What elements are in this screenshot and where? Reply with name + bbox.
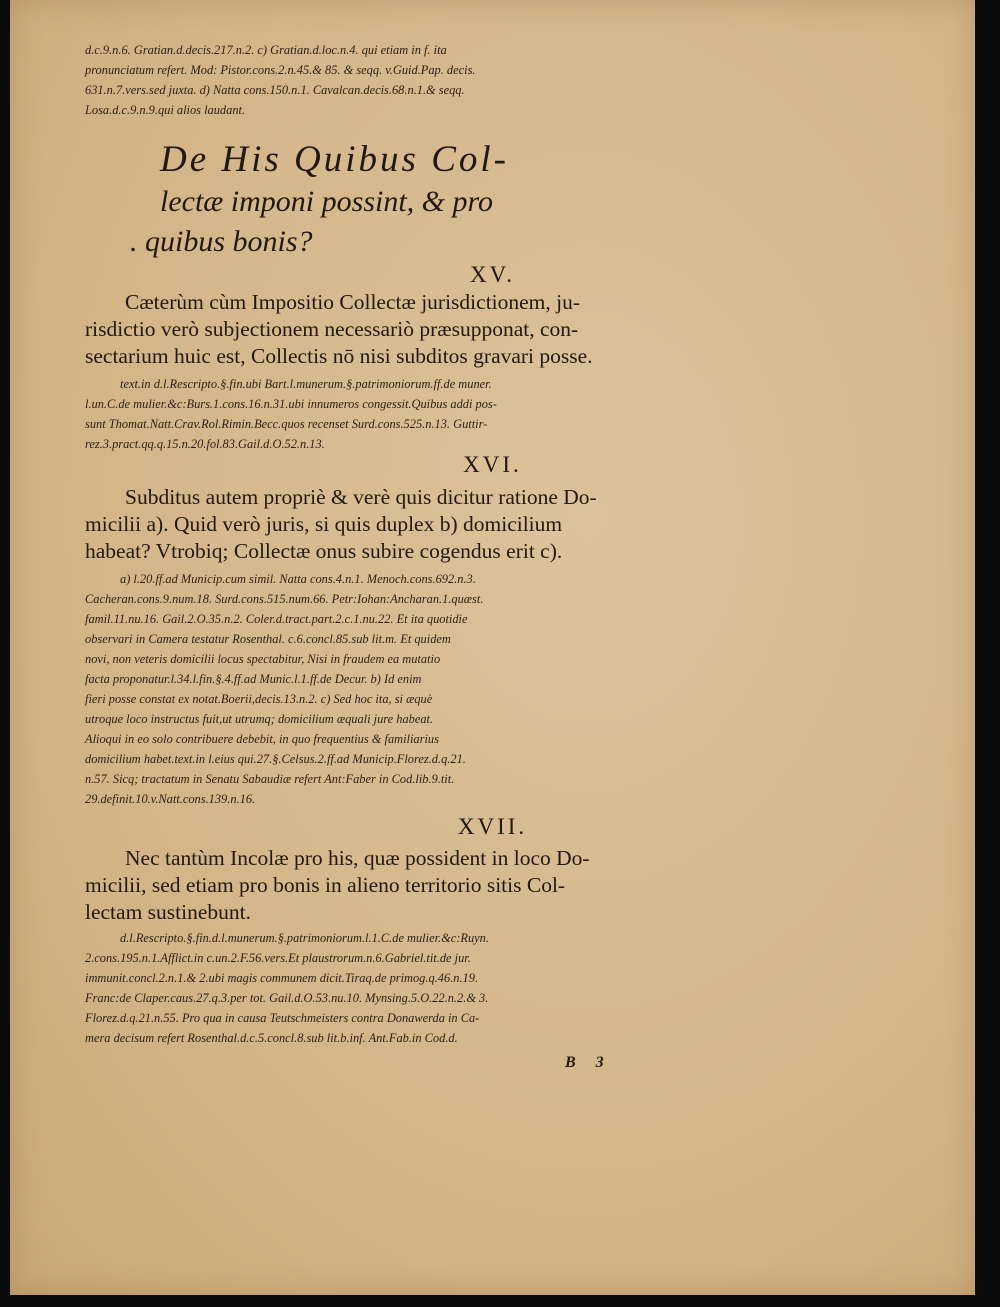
body-line: risdictio verò subjectionem necessariò præsupponat, con- [85,317,579,341]
body-line: lectam sustinebunt. [85,900,251,924]
note-line: mera decisum refert Rosenthal.d.c.5.concl.8.sub lit.b.inf. Ant.Fab.in Cod.d. [85,1031,458,1045]
top-note-line: Losa.d.c.9.n.9.qui alios laudant. [85,103,246,117]
section-notes [85,569,760,809]
note-line: Franc:de Claper.caus.27.q.3.per tot. Gail.d.O.53.nu.10. Mynsing.5.O.22.n.2.& 3. [85,991,489,1005]
signature-mark: B 3 [565,1054,612,1071]
body-line: habeat? Vtrobiq; Collectæ onus subire cogendus erit c). [85,539,563,563]
section-body [85,484,765,565]
note-line: novi, non veteris domicilii locus spectabitur, Nisi in fraudem ea mutatio [85,652,441,666]
body-line: Nec tantùm Incolæ pro his, quæ possident in loco Do- [125,846,590,870]
note-line: 2.cons.195.n.1.Afflict.in c.un.2.F.56.vers.Et plaustrorum.n.6.Gabriel.tit.de jur. [85,951,471,965]
body-line: micilii, sed etiam pro bonis in alieno territorio sitis Col- [85,873,566,897]
note-line: utroque loco instructus fuit,ut utrumq; domicilium æquali jure habeat. [85,712,434,726]
body-line: sectarium huic est, Collectis nō nisi subditos gravari posse. [85,344,593,368]
note-line: observari in Camera testatur Rosenthal. c.6.concl.85.sub lit.m. Et quidem [85,632,451,646]
section-title [130,138,720,262]
section-number: XVI. [463,452,522,477]
top-footnotes [85,40,725,120]
title-line-1: De His Quibus Col- [160,139,509,180]
note-line: facta proponatur.l.34.l.fin.§.4.ff.ad Munic.l.1.ff.de Decur. b) Id enim [85,672,422,686]
note-line: sunt Thomat.Natt.Crav.Rol.Rimin.Becc.quos recenset Surd.cons.525.n.13. Guttir- [85,417,488,431]
top-note-line: d.c.9.n.6. Gratian.d.decis.217.n.2. c) Gratian.d.loc.n.4. qui etiam in f. ita [85,43,447,57]
book-page [10,0,975,1295]
body-line: Cæterùm cùm Impositio Collectæ jurisdictionem, ju- [125,290,581,314]
note-line: domicilium habet.text.in l.eius qui.27.§.Celsus.2.ff.ad Municip.Florez.d.q.21. [85,752,466,766]
section-body [85,845,765,926]
note-line: Alioqui in eo solo contribuere debebit, in quo frequentius & familiarius [85,732,439,746]
section-notes [85,928,760,1048]
note-line: Cacheran.cons.9.num.18. Surd.cons.515.num.66. Petr:Iohan:Ancharan.1.quæst. [85,592,484,606]
section-number: XVII. [457,814,528,839]
note-line: fieri posse constat ex notat.Boerii,decis.13.n.2. c) Sed hoc ita, si æquè [85,692,433,706]
section-number: XV. [469,262,515,287]
title-line-2: lectæ imponi possint, & pro [160,185,494,218]
note-line: rez.3.pract.qq.q.15.n.20.fol.83.Gail.d.O.52.n.13. [85,437,325,451]
top-note-line: pronunciatum refert. Mod: Pistor.cons.2.n.45.& 85. & seqq. v.Guid.Pap. decis. [85,63,476,77]
note-line: famil.11.nu.16. Gail.2.O.35.n.2. Coler.d.tract.part.2.c.1.nu.22. Et ita quotidie [85,612,468,626]
note-line: a) l.20.ff.ad Municip.cum simil. Natta cons.4.n.1. Menoch.cons.692.n.3. [120,572,476,586]
note-line: n.57. Sicq; tractatum in Senatu Sabaudiæ refert Ant:Faber in Cod.lib.9.tit. [85,772,455,786]
note-line: immunit.concl.2.n.1.& 2.ubi magis communem dicit.Tiraq.de primog.q.46.n.19. [85,971,479,985]
title-line-3: . quibus bonis? [130,225,313,258]
note-line: l.un.C.de mulier.&c:Burs.1.cons.16.n.31.ubi innumeros congessit.Quibus addi pos- [85,397,497,411]
body-line: Subditus autem propriè & verè quis dicitur ratione Do- [125,485,597,509]
note-line: text.in d.l.Rescripto.§.fin.ubi Bart.l.munerum.§.patrimoniorum.ff.de muner. [120,377,492,391]
note-line: d.l.Rescripto.§.fin.d.l.munerum.§.patrimoniorum.l.1.C.de mulier.&c:Ruyn. [120,931,489,945]
note-line: 29.definit.10.v.Natt.cons.139.n.16. [85,792,256,806]
section-notes [85,374,760,454]
body-line: micilii a). Quid verò juris, si quis duplex b) domicilium [85,512,563,536]
top-note-line: 631.n.7.vers.sed juxta. d) Natta cons.150.n.1. Cavalcan.decis.68.n.1.& seqq. [85,83,465,97]
note-line: Florez.d.q.21.n.55. Pro qua in causa Teutschmeisters contra Donawerda in Ca- [85,1011,480,1025]
section-body [85,289,765,370]
